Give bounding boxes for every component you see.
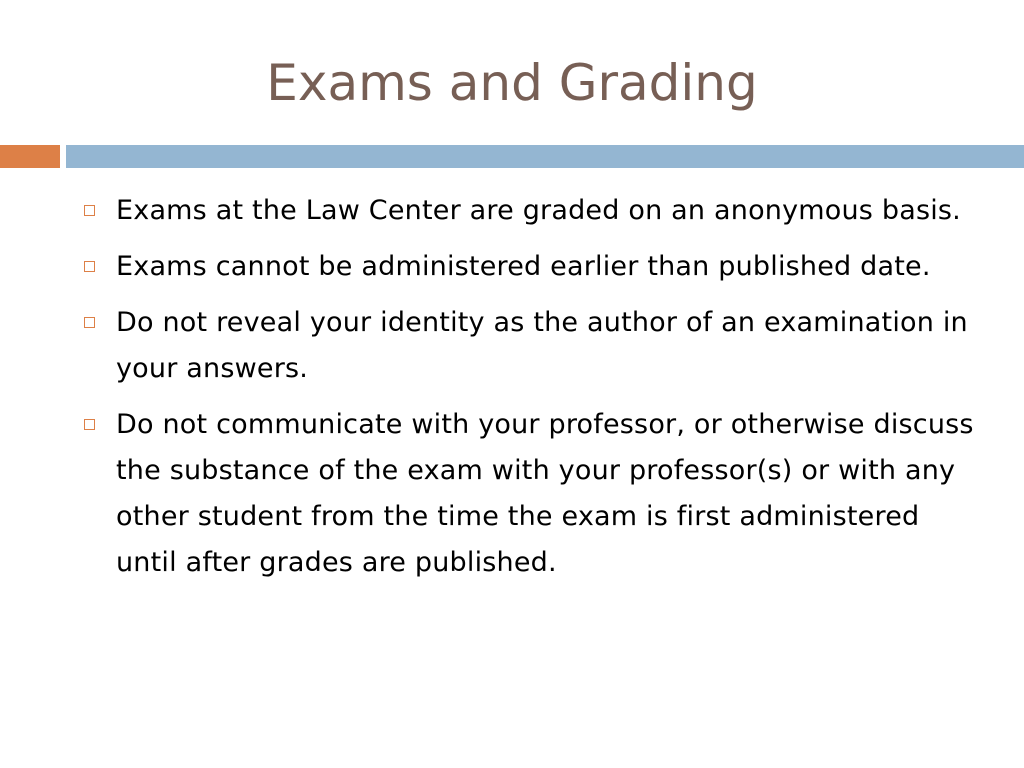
bullet-item [80,300,980,392]
bullet-text: Do not reveal your identity as the author of an examination in your answers. [116,307,968,384]
bullet-text: Exams at the Law Center are graded on an anonymous basis. [116,195,961,226]
hollow-square-icon [84,205,95,216]
bullet-list [80,188,980,596]
bullet-item [80,188,980,234]
bullet-text: Exams cannot be administered earlier than published date. [116,251,931,282]
title-accent-bar [0,145,60,168]
hollow-square-icon [84,419,95,430]
bullet-item [80,244,980,290]
hollow-square-icon [84,317,95,328]
title-divider-bar [66,145,1024,168]
hollow-square-icon [84,261,95,272]
bullet-item [80,402,980,586]
bullet-text: Do not communicate with your professor, or otherwise discuss the substance of the exam with your professor(s) or with any other student from the time the exam is first administered until after grades are published. [116,409,974,578]
slide-title: Exams and Grading [266,54,758,112]
